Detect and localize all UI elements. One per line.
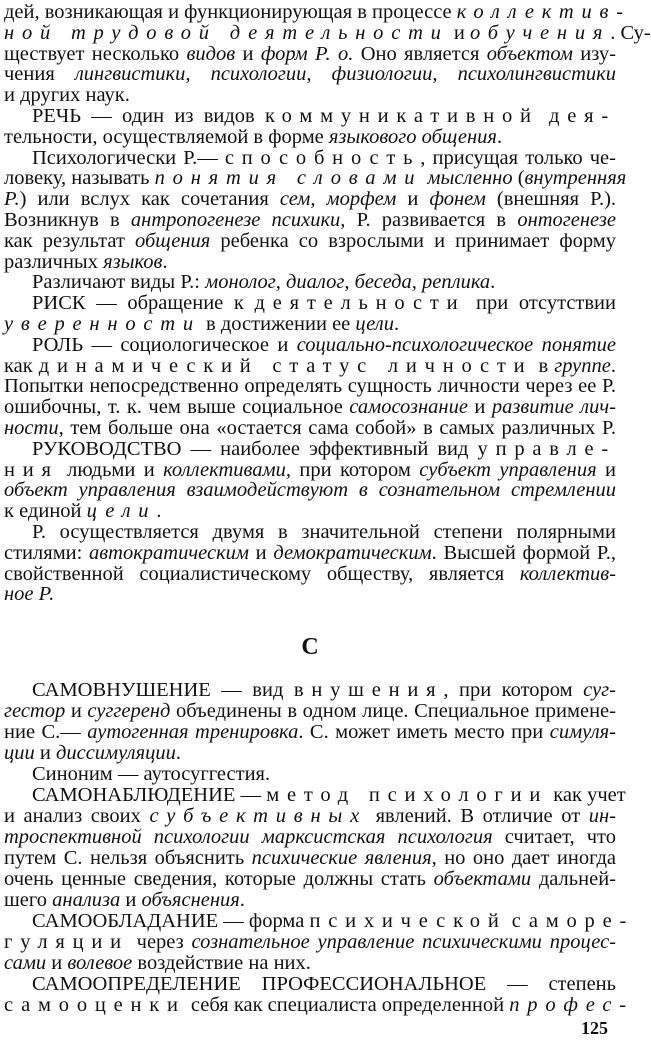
term-link: морфем [326,188,397,211]
entry-heading-line [4,293,616,315]
term-link: психические явления [251,847,432,869]
term-link: Р. [4,188,20,211]
text-run: Попытки непосредственно определять сущность личности через ее Р. [4,375,616,398]
text-line [4,543,616,565]
text-line [4,827,616,849]
text-run: различных [4,250,104,273]
text-run: как [4,354,39,377]
spaced-term: понятия словами [154,167,423,190]
spaced-term: ния [4,458,59,481]
text-run: Возникнув в [4,209,131,231]
text-run: . [175,742,182,764]
text-line [4,480,616,502]
term-link: троспективной психологии марксистская психология [4,826,493,848]
entry-term: САМООПРЕДЕЛЕНИЕ ПРОФЕССИОНАЛЬНОЕ — степень [32,973,616,995]
text-run: и других наук. [4,84,130,107]
text-run: Оно является [353,42,487,65]
text-run: ловеку, называть [4,167,155,190]
text-run: и анализ своих [4,805,150,827]
text-run: . С. может иметь место при [298,721,550,743]
text-run: людьми и [58,458,164,481]
term-link: анализа [52,889,121,911]
spaced-term: способность [224,146,421,169]
text-run: ребенка со взрослыми и принимает форму [210,229,617,252]
text-line: Различают виды Р.: монолог, диалог, беседа, реплика. [32,271,496,294]
text-run: чения [4,63,75,86]
text-run: дальней- [531,868,616,890]
term-link: форм Р. о. [260,42,354,65]
term-link: диалог, [286,271,350,294]
entry-term: САМОНАБЛЮДЕНИЕ — [32,784,267,806]
text-line: Р.) или вслух как сочетания сем, морфем и фонем (внешняя Р.). [4,188,617,211]
text-line [4,584,616,606]
spaced-term: метод психологии [266,784,549,806]
term-link: общения [135,229,211,252]
term-link: мысленно [427,167,513,190]
term-link: объектами [433,868,532,890]
text-line: тельности, осуществляемой в форме языкового общения. [4,125,503,148]
spaced-term: психической [309,910,507,932]
text-line [4,64,616,86]
spaced-term: коллектив- [456,1,631,23]
text-run: считает, что [492,826,616,848]
text-run: к единой [4,500,87,523]
text-run: ние С.— [4,721,88,743]
spaced-term: дея- [549,105,616,127]
text-run: явлений. В отличие от [367,805,589,827]
term-link: объектом [486,42,573,65]
text-line: уверенности в достижении ее цели. [4,313,400,335]
text-line [4,418,616,440]
spaced-term: цели [86,500,157,523]
entry-term: РОЛЬ — социологическое и [32,333,297,356]
spaced-term: динамический статус личности [38,354,533,377]
entry-heading-line [4,106,616,128]
text-run: и [46,952,68,974]
term-link: автократическим [89,541,249,564]
term-link: ин- [588,805,616,827]
text-run: изу- [572,42,616,65]
text-line: ловеку, называть понятия словами мысленно (внутренняя [4,167,627,190]
text-line [4,701,616,723]
text-line [4,231,616,253]
term-link: языкового общения [328,125,497,148]
term-link: сем, [279,188,316,211]
entry-heading-line [4,784,626,807]
spaced-term: гуляции [4,931,129,953]
text-line [4,44,616,66]
text-run: Синоним — аутосуггестия. [32,763,271,785]
entry-term: САМООБЛАДАНИЕ — форма [32,910,310,932]
text-line [4,210,616,232]
entry-heading-line [4,439,616,461]
term-link: антропогенезе психики, [130,209,346,231]
text-line [4,764,616,786]
text-run: и [65,700,88,722]
text-run: Психологически Р.— [32,146,225,169]
term-link: ции [4,742,35,764]
text-run: (внешняя Р.). [485,188,617,211]
term-link: психолингвистики [457,63,617,86]
text-line [4,932,616,954]
spaced-term: внушения [293,679,444,701]
text-run: как учет [548,784,626,806]
term-link: сами [4,952,47,974]
text-line [4,85,616,107]
text-run: , присущая только че- [420,146,616,169]
entry-heading-line [4,910,635,933]
entry-heading-line [4,680,616,702]
text-run: объединены в одном лице. Специальное примене- [170,700,616,722]
term-link: психологии, [210,63,312,86]
text-run: и [235,42,261,65]
text-line [4,890,616,912]
term-link: языков [103,250,163,273]
text-line [4,994,634,1017]
text-line: ошибочны, т. к. чем выше социальное самосознание и развитие лич- [4,396,616,419]
text-line: различных языков. [4,250,168,273]
text-run: . [239,889,245,911]
text-line [4,953,616,975]
text-line [4,148,616,170]
entry-term: РЕЧЬ — один из видов [32,105,265,127]
term-link: суг- [583,679,616,701]
text-run: ) или вслух как сочетания [19,188,280,211]
term-link: объяснения [141,889,240,911]
section-letter: С [301,634,319,660]
term-link: монолог, [205,271,281,294]
text-line [4,848,616,870]
term-link: группе [554,354,611,377]
term-link: цели [355,313,394,335]
term-link: внутренняя [524,167,627,190]
text-line [4,522,616,544]
entry-heading-line [4,974,616,996]
term-link: онтогенезе [517,209,616,231]
entry-term: РИСК — обращение к [32,292,255,315]
text-run: себя как специалиста определенной [185,994,510,1016]
text-run: в достижении ее [200,313,356,335]
text-run: Различают виды Р.: [32,271,206,294]
term-link: беседа, [354,271,417,294]
spaced-term: обучения [469,21,611,44]
text-line [4,376,616,398]
text-line [4,564,616,586]
text-run: свойственной социалистическому обществу, является [4,562,520,585]
text-run: при отсутствии [465,292,616,315]
spaced-term: коммуникативной [264,105,539,127]
text-run: . Су- [610,21,651,44]
term-link: сознательное управление психическими процес- [191,931,616,953]
term-link: волевое [67,952,133,974]
text-run: путем С. нельзя объяснить [4,847,252,869]
text-run: ошибочны, т. к. чем выше социальное [4,396,350,419]
term-link: симуля- [549,721,617,743]
term-link: ное Р. [4,583,55,606]
term-link: субъект управления [419,458,597,481]
text-run: . Высшей формой Р., [431,541,616,564]
term-link: гестор [4,700,66,722]
page-number: 125 [581,1018,608,1038]
text-run: Р. осуществляется двумя в значительной степени полярными [32,521,616,543]
spaced-term: ной трудовой деятельности [4,21,449,44]
spaced-term: профес- [509,994,634,1016]
text-run: Р. развивается в [345,209,518,231]
text-line [4,869,616,891]
term-link: развитие лич- [491,396,616,419]
term-link: аутогенная тренировка [87,721,299,743]
entry-heading-line [4,335,616,357]
term-link: самосознание [349,396,468,419]
text-line [4,1,631,24]
spaced-term: управле- [477,437,616,460]
term-link: лингвистики, [74,63,191,86]
text-line: ния людьми и коллективами, при котором субъект управления и [4,458,616,481]
text-run: тельности, осуществляемой в форме [4,125,329,148]
text-run: как результат [4,229,135,252]
text-run: через [128,931,192,953]
text-run: очень ценные сведения, которые должны стать [4,868,434,890]
spaced-term: самооценки [4,994,186,1016]
text-run: и [34,742,56,764]
term-link: объект управления взаимодействуют в сознательном стремлении [4,479,616,502]
text-run: , но оно дает иногда [431,847,616,869]
term-link: социально-психологическое понятие [296,333,616,356]
text-run: и [120,889,142,911]
text-run: при котором [290,458,420,481]
spaced-term: субъективных [149,805,367,827]
text-line: к единой цели. [4,500,162,523]
text-run: , при котором [443,679,584,701]
text-line [4,21,651,45]
term-link: видов [186,42,236,65]
term-link: суггеренд [87,700,171,722]
term-link: ности [4,417,59,439]
entry-term: САМОВНУШЕНИЕ — вид [32,679,294,701]
term-link: фонем [429,188,486,211]
term-link: физиологии, [331,63,438,86]
term-link: коллективами, [163,458,291,481]
entry-term: РУКОВОДСТВО — наиболее эффективный вид [32,437,478,460]
text-run: ществует несколько [4,42,187,65]
text-line [4,743,616,765]
spaced-term: уверенности [4,313,201,335]
spaced-term: деятельности [254,292,466,315]
term-link: реплика [422,271,491,294]
text-run: и [448,21,470,44]
spaced-term: саморе- [511,910,635,932]
term-link: демократическим [273,541,432,564]
term-link: диссимуляции [55,742,176,764]
text-run: шего [4,889,53,911]
text-run: , тем больше она «остается сама собой» в самых различных Р. [58,417,616,439]
text-run: и [249,541,274,564]
text-line: как динамический статус личности в группе. [4,354,617,377]
text-run: дей, возникающая и функционирующая в процессе [4,1,457,23]
text-line [4,722,616,744]
text-run: стилями: [4,541,90,564]
text-line [4,806,616,828]
term-link: коллектив- [519,562,616,585]
text-run: воздействие на них. [132,952,311,974]
